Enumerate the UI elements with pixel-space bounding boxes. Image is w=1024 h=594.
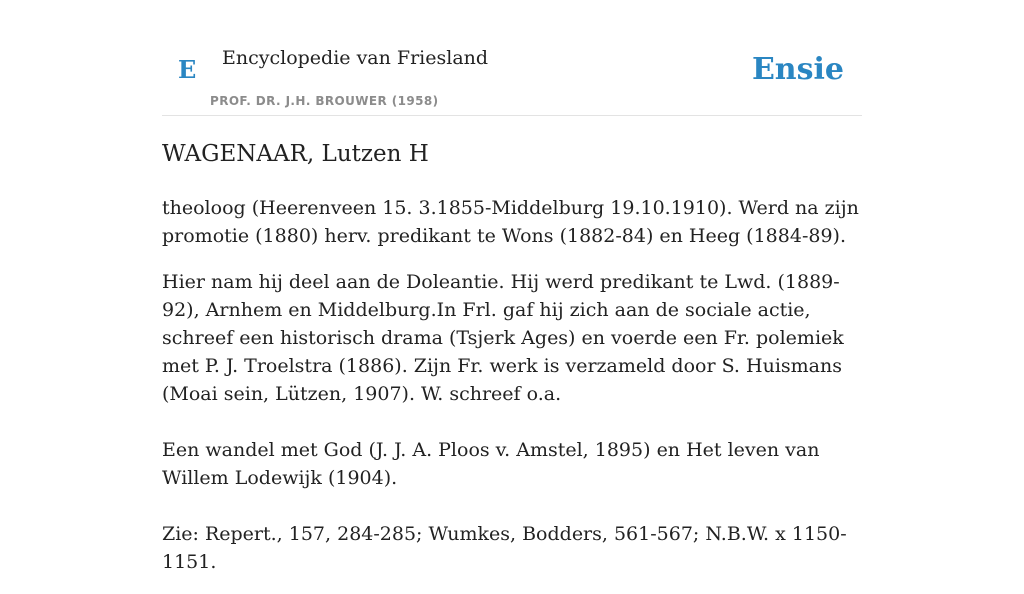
entry-references: Zie: Repert., 157, 284-285; Wumkes, Bodders, 561-567; N.B.W. x 1150-1151.	[162, 523, 847, 573]
entry-content	[162, 136, 862, 594]
entry-paragraph: Hier nam hij deel aan de Doleantie. Hij werd predikant te Lwd. (1889-92), Arnhem en Middelburg.In Frl. gaf hij zich aan de sociale actie, schreef een historisch drama (Tsjerk Ages) en voerde een Fr. polemiek met P. J. Troelstra (1886). Zijn Fr. werk is verzameld door S. Huismans (Moai sein, Lützen, 1907). W. schreef o.a.	[162, 271, 844, 405]
ensie-logo-link[interactable]: Ensie	[751, 52, 844, 87]
entry-title: WAGENAAR, Lutzen H	[162, 141, 429, 167]
book-author: PROF. DR. J.H. BROUWER (1958)	[210, 94, 439, 108]
header	[162, 0, 862, 116]
book-title[interactable]: Encyclopedie van Friesland	[222, 47, 489, 69]
source-logo[interactable]: E	[178, 55, 197, 84]
entry-paragraph: theoloog (Heerenveen 15. 3.1855-Middelburg 19.10.1910). Werd na zijn promotie (1880) herv. predikant te Wons (1882-84) en Heeg (1884-89).	[162, 197, 859, 247]
entry-paragraph: Een wandel met God (J. J. A. Ploos v. Amstel, 1895) en Het leven van Willem Lodewijk (1904).	[162, 439, 820, 489]
